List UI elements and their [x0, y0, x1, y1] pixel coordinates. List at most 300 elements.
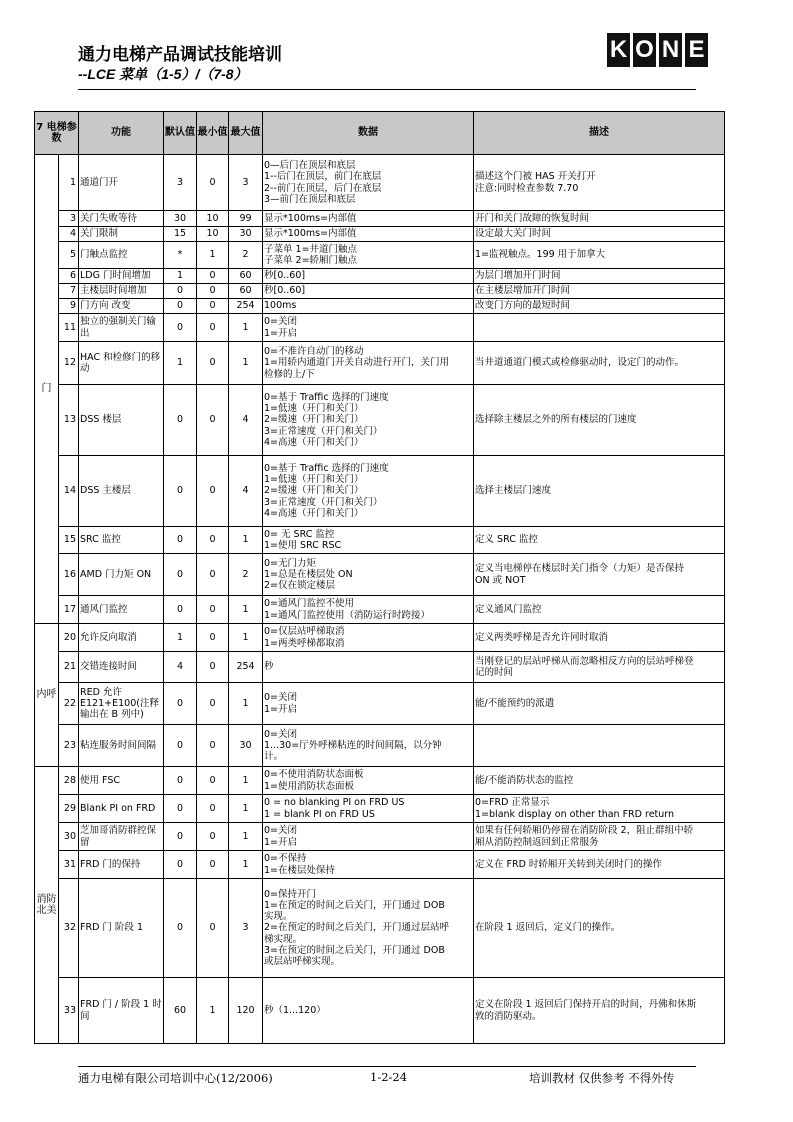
table-row	[35, 269, 725, 284]
data-line: 1=低速（开门和关门）	[264, 474, 364, 486]
param-number: 15	[59, 527, 79, 554]
data-line: 1=使用 SRC RSC	[264, 540, 342, 551]
param-max: 1	[229, 683, 263, 725]
param-default: 4	[164, 652, 197, 683]
data-line: 0=关闭	[264, 825, 298, 837]
param-function: 通道门开	[79, 155, 164, 211]
data-line: 2=在预定的时间之后关门，开门通过层站呼	[264, 922, 450, 934]
param-number: 21	[59, 652, 79, 683]
data-line: 1=使用消防状态面板	[264, 780, 355, 792]
description-line: 注意:同时检查参数 7.70	[475, 182, 579, 194]
param-description	[474, 652, 725, 683]
param-function: 交错连接时间	[79, 652, 164, 683]
data-line: 2=缓速（开门和关门）	[264, 414, 364, 426]
data-line: 1=总是在楼层处 ON	[264, 568, 353, 580]
param-description	[474, 851, 725, 879]
param-default: 0	[164, 299, 197, 314]
data-line: 0=基于 Traffic 选择的门速度	[264, 462, 389, 474]
param-max: 1	[229, 795, 263, 823]
data-line: 0= 无 SRC 监控	[264, 528, 335, 540]
data-line: 0—后门在顶层和底层	[264, 160, 356, 172]
param-data	[263, 342, 474, 385]
param-max: 1	[229, 767, 263, 795]
col-header-max: 最大值	[229, 112, 263, 155]
param-default: 30	[164, 211, 197, 227]
param-number: 11	[59, 314, 79, 342]
param-default: 0	[164, 314, 197, 342]
table-row	[35, 314, 725, 342]
description-line: 能/不能预约的派遣	[475, 697, 555, 709]
param-number: 13	[59, 385, 79, 456]
param-data	[263, 652, 474, 683]
table-row	[35, 242, 725, 269]
param-description	[474, 725, 725, 767]
footer-right: 培训教材 仅供参考 不得外传	[529, 1071, 675, 1085]
param-description	[474, 342, 725, 385]
param-number: 32	[59, 879, 79, 978]
col-header-function: 功能	[79, 112, 164, 155]
param-function: FRD 门 阶段 1	[79, 879, 164, 978]
data-line: 4=高速（开门和关门）	[264, 507, 364, 519]
col-header-default: 默认值	[164, 112, 197, 155]
param-min: 0	[197, 314, 229, 342]
description-line: 选择主楼层门速度	[475, 485, 552, 497]
param-number: 12	[59, 342, 79, 385]
table-row	[35, 554, 725, 596]
description-line: 厢从消防控制返回到正常服务	[475, 836, 599, 848]
logo-letter: K	[607, 33, 630, 67]
param-function: 关门失败等待	[79, 211, 164, 227]
param-function: RED 允许 E121+E100(注释输出在 B 列中)	[79, 683, 164, 725]
data-line: 1=在预定的时间之后关门，开门通过 DOB	[264, 899, 445, 911]
data-line: 0=无门力矩	[264, 557, 317, 569]
description-line: 定义在阶段 1 返回后门保持开启的时间，丹佛和休斯	[475, 999, 697, 1011]
description-line: 设定最大关门时间	[475, 228, 552, 240]
param-default: 0	[164, 725, 197, 767]
param-default: 0	[164, 823, 197, 851]
table-row	[35, 284, 725, 299]
param-default: 0	[164, 456, 197, 527]
table-row	[35, 978, 725, 1044]
param-default: 0	[164, 767, 197, 795]
param-data	[263, 554, 474, 596]
param-max: 4	[229, 456, 263, 527]
param-default: 1	[164, 269, 197, 284]
table-header-row	[35, 112, 725, 155]
param-default: 1	[164, 624, 197, 652]
param-data	[263, 978, 474, 1044]
table-row	[35, 527, 725, 554]
param-min: 0	[197, 155, 229, 211]
param-min: 0	[197, 596, 229, 624]
data-line: 0=不使用消防状态面板	[264, 769, 364, 781]
table-row	[35, 342, 725, 385]
param-number: 33	[59, 978, 79, 1044]
data-line: 1=开启	[264, 327, 298, 339]
table-row	[35, 683, 725, 725]
param-max: 3	[229, 879, 263, 978]
description-line: 在主楼层增加开门时间	[475, 285, 571, 297]
param-data	[263, 725, 474, 767]
param-min: 0	[197, 385, 229, 456]
param-min: 0	[197, 823, 229, 851]
data-line: 秒[0..60]	[264, 270, 306, 282]
param-max: 1	[229, 342, 263, 385]
param-max: 3	[229, 155, 263, 211]
param-min: 0	[197, 851, 229, 879]
table-row	[35, 795, 725, 823]
param-default: 15	[164, 227, 197, 242]
description-line: 定义在 FRD 时轿厢开关转到关闭时门的操作	[475, 858, 662, 870]
param-default: 3	[164, 155, 197, 211]
param-description	[474, 624, 725, 652]
param-default: 0	[164, 851, 197, 879]
param-function: 使用 FSC	[79, 767, 164, 795]
param-description	[474, 269, 725, 284]
description-line: 记的时间	[475, 667, 514, 678]
param-number: 4	[59, 227, 79, 242]
data-line: 秒[0..60]	[264, 285, 306, 297]
data-line: 0=保持开门	[264, 888, 317, 900]
data-line: 3=在预定的时间之后关门，开门通过 DOB	[264, 944, 445, 956]
param-default: *	[164, 242, 197, 269]
data-line: 秒	[264, 661, 274, 673]
param-min: 1	[197, 978, 229, 1044]
param-number: 17	[59, 596, 79, 624]
param-max: 254	[229, 652, 263, 683]
param-data	[263, 624, 474, 652]
param-default: 0	[164, 385, 197, 456]
kone-logo	[607, 33, 708, 67]
param-min: 0	[197, 652, 229, 683]
table-row	[35, 624, 725, 652]
param-default: 60	[164, 978, 197, 1044]
description-line: 描述这个门被 HAS 开关打开	[475, 171, 596, 183]
description-line: 开门和关门故障的恢复时间	[475, 212, 590, 224]
data-line: 实现。	[264, 911, 293, 923]
param-function: 通风门监控	[79, 596, 164, 624]
data-line: 子菜单 2=轿厢门触点	[264, 255, 358, 266]
param-function: DSS 主楼层	[79, 456, 164, 527]
param-number: 28	[59, 767, 79, 795]
table-row	[35, 299, 725, 314]
group-label: 门	[35, 155, 59, 624]
data-line: 计。	[264, 751, 284, 763]
param-default: 0	[164, 683, 197, 725]
col-header-min: 最小值	[197, 112, 229, 155]
description-line: 为层门增加开门时间	[475, 270, 561, 282]
param-number: 6	[59, 269, 79, 284]
data-line: 显示*100ms=内部值	[264, 228, 357, 240]
param-min: 0	[197, 767, 229, 795]
param-description	[474, 596, 725, 624]
data-line: 0=关闭	[264, 316, 298, 328]
table-row	[35, 211, 725, 227]
param-default: 0	[164, 879, 197, 978]
param-number: 20	[59, 624, 79, 652]
data-line: 1=两类呼梯都取消	[264, 637, 345, 649]
param-function: HAC 和检修门的移动	[79, 342, 164, 385]
col-header-param: 7 电梯参数	[35, 112, 79, 155]
param-function: AMD 门力矩 ON	[79, 554, 164, 596]
param-description	[474, 879, 725, 978]
data-line: 1=开启	[264, 703, 298, 715]
data-line: 显示*100ms=内部值	[264, 212, 357, 224]
description-line: 定义两类呼梯是否允许同时取消	[475, 631, 609, 643]
data-line: 4=高速（开门和关门）	[264, 436, 364, 448]
group-label: 消防北美	[35, 767, 59, 1044]
param-min: 0	[197, 795, 229, 823]
data-line: 3=正常速度（开门和关门）	[264, 425, 383, 437]
param-min: 10	[197, 227, 229, 242]
param-function: 门触点监控	[79, 242, 164, 269]
param-number: 30	[59, 823, 79, 851]
param-max: 1	[229, 823, 263, 851]
param-min: 0	[197, 299, 229, 314]
param-function: FRD 门 / 阶段 1 时间	[79, 978, 164, 1044]
description-line: 1=blank display on other than FRD return	[475, 808, 675, 820]
param-default: 0	[164, 795, 197, 823]
param-description	[474, 456, 725, 527]
param-description	[474, 314, 725, 342]
footer-left: 通力电梯有限公司培训中心(12/2006)	[78, 1071, 273, 1085]
description-line: ON 或 NOT	[475, 574, 526, 586]
logo-letter: O	[633, 33, 656, 67]
param-data	[263, 527, 474, 554]
description-line: 1=监视触点。199 用于加拿大	[475, 249, 606, 261]
description-line: 当井道通道门模式或检修驱动时，设定门的动作。	[475, 357, 685, 369]
param-max: 2	[229, 554, 263, 596]
table-row	[35, 879, 725, 978]
param-description	[474, 155, 725, 211]
description-line: 如果有任何轿厢仍停留在消防阶段 2，阻止群组中轿	[475, 825, 694, 837]
data-line: 0=关闭	[264, 692, 298, 704]
param-default: 0	[164, 527, 197, 554]
param-data	[263, 242, 474, 269]
param-min: 1	[197, 242, 229, 269]
param-function: 门方向 改变	[79, 299, 164, 314]
group-label: 内呼	[35, 624, 59, 767]
param-min: 0	[197, 683, 229, 725]
param-min: 0	[197, 624, 229, 652]
logo-letter: E	[685, 33, 708, 67]
param-description	[474, 299, 725, 314]
description-line: 改变门方向的最短时间	[475, 300, 571, 312]
table-row	[35, 725, 725, 767]
param-max: 30	[229, 725, 263, 767]
description-line: 定义通风门监控	[475, 603, 542, 615]
param-max: 2	[229, 242, 263, 269]
param-description	[474, 823, 725, 851]
data-line: 梯实现。	[264, 933, 303, 945]
description-line: 在阶段 1 返回后，定义门的操作。	[475, 922, 621, 934]
param-data	[263, 851, 474, 879]
param-min: 0	[197, 879, 229, 978]
table-row	[35, 767, 725, 795]
param-function: 独立的强制关门输出	[79, 314, 164, 342]
data-line: 秒（1...120）	[264, 1004, 326, 1016]
data-line: 0=通风门监控不使用	[264, 598, 355, 610]
data-line: 1...30=厅外呼梯粘连的时间间隔，以分钟	[264, 739, 442, 751]
data-line: 1=开启	[264, 836, 298, 848]
param-number: 23	[59, 725, 79, 767]
data-line: 0=不准许自动门的移动	[264, 346, 364, 358]
table-row	[35, 596, 725, 624]
param-data	[263, 456, 474, 527]
data-line: 0=关闭	[264, 728, 298, 740]
param-function: 芝加哥消防群控保留	[79, 823, 164, 851]
param-min: 0	[197, 269, 229, 284]
data-line: 0 = no blanking PI on FRD US	[264, 797, 405, 809]
description-line: 当刚登记的层站呼梯从而忽略相反方向的层站呼梯登	[475, 655, 694, 667]
page-subtitle: --LCE 菜单（1-5）/（7-8）	[78, 66, 248, 82]
table-row	[35, 155, 725, 211]
description-line: 0=FRD 正常显示	[475, 797, 550, 809]
footer-rule	[78, 1066, 696, 1067]
param-description	[474, 385, 725, 456]
data-line: 0=基于 Traffic 选择的门速度	[264, 391, 389, 403]
param-max: 254	[229, 299, 263, 314]
data-line: 检修的上/下	[264, 368, 315, 380]
data-line: 或层站呼梯实现。	[264, 956, 341, 967]
param-description	[474, 211, 725, 227]
param-max: 60	[229, 284, 263, 299]
header-rule	[78, 89, 696, 90]
param-data	[263, 155, 474, 211]
table-row	[35, 227, 725, 242]
data-line: 0=仅层站呼梯取消	[264, 626, 345, 638]
param-max: 4	[229, 385, 263, 456]
param-number: 31	[59, 851, 79, 879]
table-row	[35, 456, 725, 527]
data-line: 1=用轿内通道门开关自动进行开门，关门用	[264, 357, 450, 369]
parameter-table	[34, 111, 725, 1044]
description-line: 定义 SRC 监控	[475, 534, 538, 546]
param-number: 3	[59, 211, 79, 227]
data-line: 0=不保持	[264, 853, 307, 865]
param-description	[474, 683, 725, 725]
param-max: 99	[229, 211, 263, 227]
param-number: 9	[59, 299, 79, 314]
param-function: DSS 楼层	[79, 385, 164, 456]
data-line: 1 = blank PI on FRD US	[264, 808, 375, 820]
data-line: 1=通风门监控使用（消防运行时跨接）	[264, 609, 431, 621]
data-line: 2--前门在顶层，后门在底层	[264, 182, 382, 194]
data-line: 3—前门在顶层和底层	[264, 193, 356, 205]
data-line: 100ms	[264, 300, 297, 312]
param-min: 10	[197, 211, 229, 227]
param-max: 1	[229, 851, 263, 879]
data-line: 子菜单 1=井道门触点	[264, 243, 358, 255]
param-data	[263, 314, 474, 342]
param-default: 0	[164, 596, 197, 624]
param-number: 16	[59, 554, 79, 596]
param-function: 允许反向取消	[79, 624, 164, 652]
param-default: 1	[164, 342, 197, 385]
param-description	[474, 978, 725, 1044]
param-min: 0	[197, 342, 229, 385]
description-line: 敦的消防驱动。	[475, 1010, 542, 1022]
param-data	[263, 385, 474, 456]
param-number: 5	[59, 242, 79, 269]
description-line: 定义当电梯停在楼层时关门指令（力矩）是否保持	[475, 563, 685, 575]
param-function: LDG 门时间增加	[79, 269, 164, 284]
param-data	[263, 879, 474, 978]
logo-letter: N	[659, 33, 682, 67]
param-description	[474, 284, 725, 299]
param-number: 1	[59, 155, 79, 211]
param-max: 1	[229, 314, 263, 342]
param-min: 0	[197, 456, 229, 527]
param-number: 14	[59, 456, 79, 527]
param-number: 7	[59, 284, 79, 299]
param-data	[263, 767, 474, 795]
param-max: 120	[229, 978, 263, 1044]
description-line: 能/不能消防状态的监控	[475, 774, 574, 786]
param-max: 1	[229, 596, 263, 624]
description-line: 选择除主楼层之外的所有楼层的门速度	[475, 414, 637, 426]
col-header-data: 数据	[263, 112, 474, 155]
footer-page-number: 1-2-24	[370, 1070, 408, 1084]
param-max: 30	[229, 227, 263, 242]
table-row	[35, 385, 725, 456]
table-row	[35, 823, 725, 851]
param-max: 1	[229, 527, 263, 554]
param-min: 0	[197, 725, 229, 767]
param-function: Blank PI on FRD	[79, 795, 164, 823]
param-data	[263, 596, 474, 624]
param-function: SRC 监控	[79, 527, 164, 554]
param-number: 22	[59, 683, 79, 725]
param-data	[263, 284, 474, 299]
param-data	[263, 795, 474, 823]
data-line: 1--后门在顶层，前门在底层	[264, 171, 382, 183]
data-line: 2=仅在锁定楼层	[264, 580, 336, 592]
page-title: 通力电梯产品调试技能培训	[78, 45, 282, 65]
param-min: 0	[197, 527, 229, 554]
param-min: 0	[197, 284, 229, 299]
table-row	[35, 652, 725, 683]
param-max: 1	[229, 624, 263, 652]
param-description	[474, 227, 725, 242]
param-description	[474, 767, 725, 795]
param-data	[263, 299, 474, 314]
param-function: 主楼层时间增加	[79, 284, 164, 299]
param-description	[474, 554, 725, 596]
param-description	[474, 795, 725, 823]
param-max: 60	[229, 269, 263, 284]
param-min: 0	[197, 554, 229, 596]
param-data	[263, 211, 474, 227]
param-data	[263, 269, 474, 284]
param-default: 0	[164, 284, 197, 299]
data-line: 1=在楼层处保持	[264, 864, 336, 876]
data-line: 3=正常速度（开门和关门）	[264, 496, 383, 508]
data-line: 1=低速（开门和关门）	[264, 403, 364, 415]
param-number: 29	[59, 795, 79, 823]
param-description	[474, 242, 725, 269]
data-line: 2=缓速（开门和关门）	[264, 485, 364, 497]
col-header-description: 描述	[474, 112, 725, 155]
param-data	[263, 227, 474, 242]
param-description	[474, 527, 725, 554]
param-data	[263, 683, 474, 725]
param-data	[263, 823, 474, 851]
param-function: 关门限制	[79, 227, 164, 242]
param-default: 0	[164, 554, 197, 596]
param-function: 粘连服务时间间隔	[79, 725, 164, 767]
table-row	[35, 851, 725, 879]
